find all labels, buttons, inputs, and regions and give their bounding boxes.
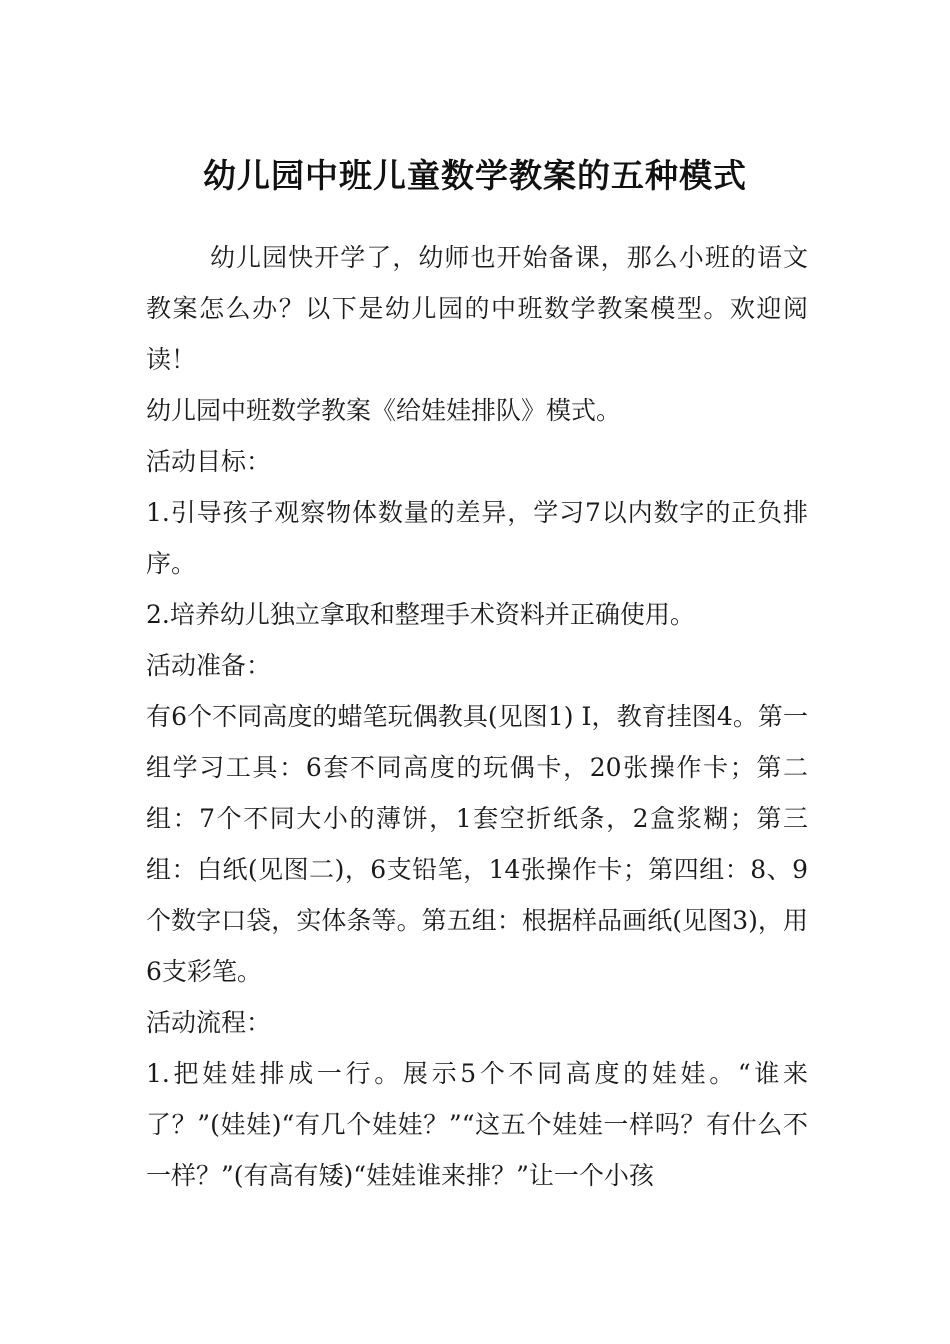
paragraph-goal-1: 1.引导孩子观察物体数量的差异，学习7以内数字的正负排序。 xyxy=(146,498,808,578)
paragraph-intro: 幼儿园快开学了，幼师也开始备课，那么小班的语文教案怎么办？以下是幼儿园的中班数学教案模型。欢迎阅读！ xyxy=(146,243,808,374)
paragraph-goal-2: 2.培养幼儿独立拿取和整理手术资料并正确使用。 xyxy=(146,600,695,629)
heading-activity-goals: 活动目标： xyxy=(146,447,272,476)
document-body xyxy=(146,232,808,1201)
paragraph-preparation: 有6个不同高度的蜡笔玩偶教具(见图1) I，教育挂图4。第一组学习工具：6套不同高度的玩偶卡，20张操作卡；第二组：7个不同大小的薄饼，1套空折纸条，2盒浆糊；第三组：白纸(见图二)，6支铅笔，14张操作卡；第四组：8、9个数字口袋，实体条等。第五组：根据样品画纸(见图3)，用6支彩笔。 xyxy=(146,702,808,986)
document-title: 幼儿园中班儿童数学教案的五种模式 xyxy=(203,156,747,196)
heading-activity-process: 活动流程： xyxy=(146,1008,272,1037)
heading-activity-preparation: 活动准备： xyxy=(146,651,272,680)
paragraph-process-1: 1.把娃娃排成一行。展示5个不同高度的娃娃。“谁来了？”(娃娃)“有几个娃娃？”“这五个娃娃一样吗？有什么不一样？”(有高有矮)“娃娃谁来排？”让一个小孩 xyxy=(146,1059,808,1190)
paragraph-lesson-name: 幼儿园中班数学教案《给娃娃排队》模式。 xyxy=(146,396,622,425)
